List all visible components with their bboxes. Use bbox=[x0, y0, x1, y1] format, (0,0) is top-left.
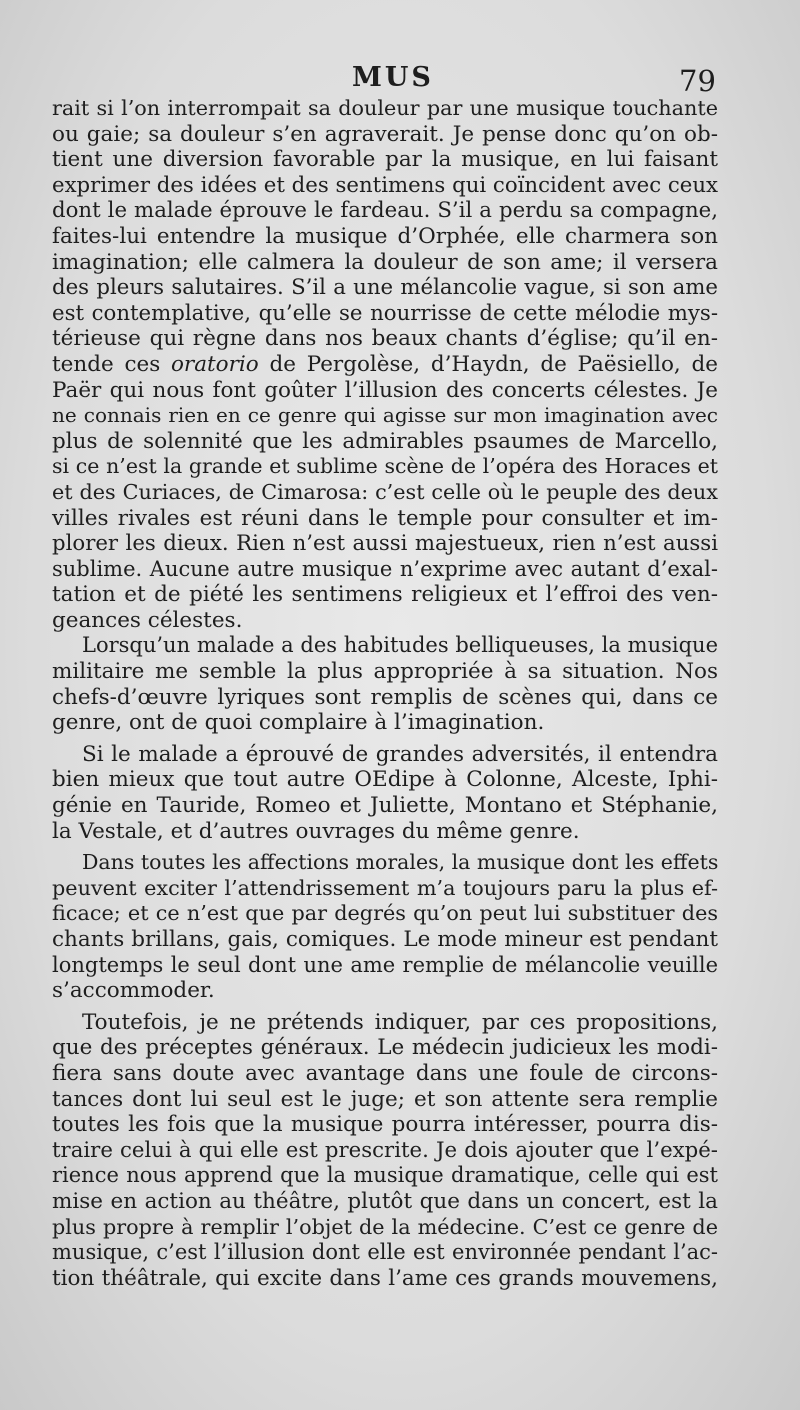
text-line: faites-lui entendre la musique d’Orphée, elle charmera son bbox=[52, 223, 718, 249]
text-line: ficace; et ce n’est que par degrés qu’on peut lui substituer des bbox=[52, 901, 718, 926]
text-line: villes rivales est réuni dans le temple pour consulter et im- bbox=[52, 505, 718, 531]
text-line: mise en action au théâtre, plutôt que dans un concert, est la bbox=[52, 1188, 718, 1214]
text-line: Si le malade a éprouvé de grandes adversités, il entendra bbox=[82, 741, 718, 767]
text-line: térieuse qui règne dans nos beaux chants d’église; qu’il en- bbox=[52, 326, 718, 352]
text-line: tances dont lui seul est le juge; et son attente sera remplie bbox=[52, 1086, 718, 1112]
text-line: sublime. Aucune autre musique n’exprime avec autant d’exal- bbox=[52, 556, 718, 581]
text-line: plus propre à remplir l’objet de la médecine. C’est ce genre de bbox=[52, 1214, 718, 1239]
text-line: tient une diversion favorable par la musique, en lui faisant bbox=[52, 147, 718, 173]
text-line: militaire me semble la plus appropriée à sa situation. Nos bbox=[52, 659, 718, 685]
text-line: genre, ont de quoi complaire à l’imagination. bbox=[52, 710, 545, 736]
text-line: tation et de piété les sentimens religieux et l’effroi des ven- bbox=[52, 582, 718, 608]
text-line: chefs-d’œuvre lyriques sont remplis de scènes qui, dans ce bbox=[52, 684, 718, 710]
text-line: si ce n’est la grande et sublime scène de l’opéra des Horaces et bbox=[52, 454, 718, 479]
text-line: tion théâtrale, qui excite dans l’ame ces grands mouvemens, bbox=[52, 1265, 718, 1291]
text-line: peuvent exciter l’attendrissement m’a toujours paru la plus ef- bbox=[52, 875, 718, 900]
text-line: est contemplative, qu’elle se nourrisse de cette mélodie mys- bbox=[52, 300, 718, 326]
text-segment: tende ces bbox=[52, 351, 171, 377]
text-line: Paër qui nous font goûter l’illusion des concerts célestes. Je bbox=[52, 377, 718, 403]
page-number: 79 bbox=[679, 64, 716, 98]
text-line: plus de solennité que les admirables psaumes de Marcello, bbox=[52, 428, 718, 454]
text-line: s’accommoder. bbox=[52, 978, 215, 1004]
text-line: exprimer des idées et des sentimens qui coïncident avec ceux bbox=[52, 172, 719, 198]
text-line: toutes les fois que la musique pourra intéresser, pourra dis- bbox=[52, 1112, 718, 1138]
text-line: fiera sans doute avec avantage dans une foule de circons- bbox=[52, 1060, 718, 1086]
text-line: chants brillans, gais, comiques. Le mode mineur est pendant bbox=[52, 927, 718, 952]
text-line: rience nous apprend que la musique dramatique, celle qui est bbox=[52, 1163, 718, 1188]
text-line: longtemps le seul dont une ame remplie de mélancolie veuille bbox=[52, 952, 718, 977]
text-line: la Vestale, et d’autres ouvrages du même genre. bbox=[52, 818, 580, 844]
text-line: musique, c’est l’illusion dont elle est environnée pendant l’ac- bbox=[52, 1240, 718, 1265]
text-line: génie en Tauride, Romeo et Juliette, Montano et Stéphanie, bbox=[52, 793, 718, 819]
body-text bbox=[52, 96, 718, 1291]
text-line: Toutefois, je ne prétends indiquer, par ces propositions, bbox=[82, 1009, 718, 1035]
text-line: ne connais rien en ce genre qui agisse sur mon imagination avec bbox=[52, 403, 718, 428]
text-line: Dans toutes les affections morales, la musique dont les effets bbox=[82, 850, 719, 875]
italic-term: oratorio bbox=[170, 351, 259, 377]
text-segment: de Pergolèse, d’Haydn, de Paësiello, de bbox=[258, 351, 718, 377]
text-line: traire celui à qui elle est prescrite. Je dois ajouter que l’expé- bbox=[52, 1137, 718, 1163]
text-line bbox=[52, 352, 718, 378]
text-line: que des préceptes généraux. Le médecin judicieux les modi- bbox=[52, 1035, 718, 1061]
running-head: MUS bbox=[352, 62, 434, 93]
text-line: ou gaie; sa douleur s’en agraverait. Je pense donc qu’on ob- bbox=[52, 121, 718, 147]
text-line: Lorsqu’un malade a des habitudes belliqueuses, la musique bbox=[82, 633, 718, 658]
text-line: et des Curiaces, de Cimarosa: c’est celle où le peuple des deux bbox=[52, 479, 718, 504]
text-line: des pleurs salutaires. S’il a une mélancolie vague, si son ame bbox=[52, 275, 718, 301]
text-line: geances célestes. bbox=[52, 607, 243, 633]
text-line: rait si l’on interrompait sa douleur par une musique touchante bbox=[52, 96, 718, 120]
text-line: imagination; elle calmera la douleur de son ame; il versera bbox=[52, 249, 718, 275]
page-header bbox=[0, 62, 800, 98]
text-line: bien mieux que tout autre OEdipe à Colonne, Alceste, Iphi- bbox=[52, 767, 718, 793]
text-line: plorer les dieux. Rien n’est aussi majestueux, rien n’est aussi bbox=[52, 531, 718, 557]
text-line: dont le malade éprouve le fardeau. S’il a perdu sa compagne, bbox=[52, 198, 718, 224]
